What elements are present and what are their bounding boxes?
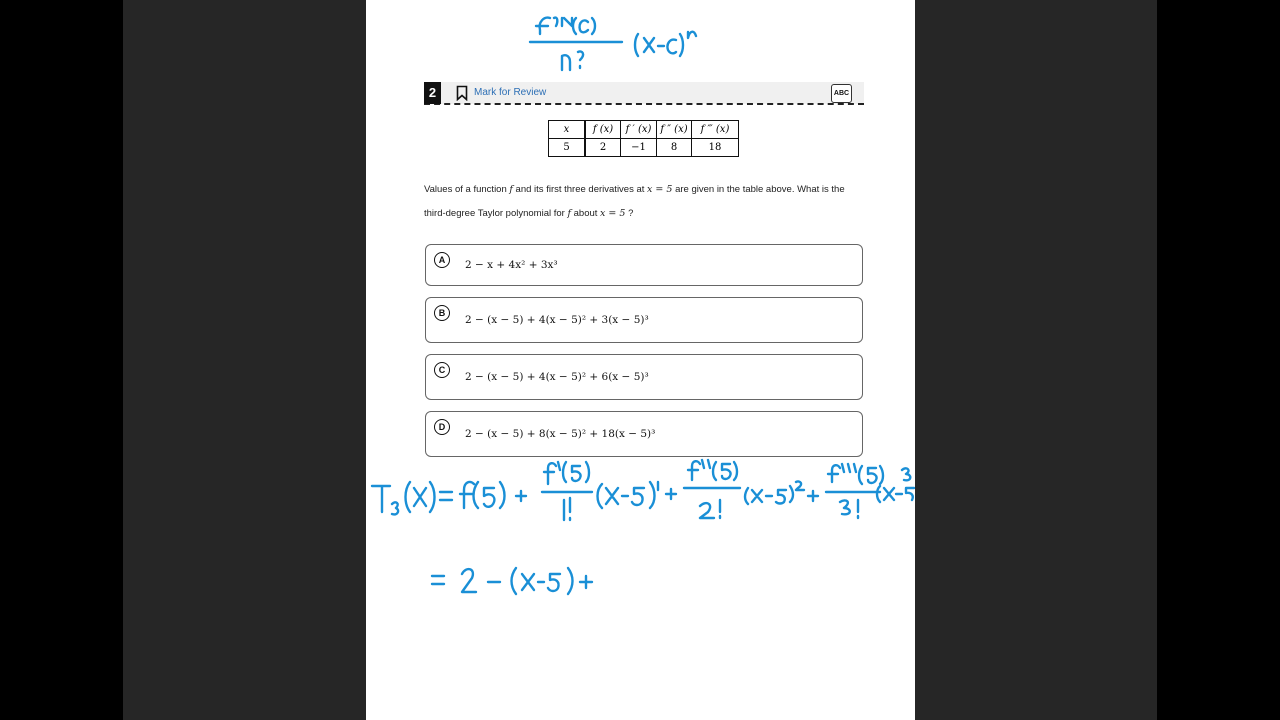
table-header: f ′ (x) (621, 121, 657, 139)
answer-eliminator-button[interactable]: ABC (831, 84, 852, 103)
prompt-text: and its first three derivatives at (512, 184, 648, 195)
choice-expression: 2 − (x − 5) + 8(x − 5)² + 18(x − 5)³ (465, 428, 656, 440)
choice-letter: B (434, 305, 450, 321)
choice-c[interactable] (425, 354, 863, 400)
choice-a[interactable] (425, 244, 863, 286)
choice-letter: A (434, 252, 450, 268)
prompt-text: Values of a function (424, 184, 510, 195)
prompt-math: f (509, 184, 513, 195)
taylor-expansion-handwriting (372, 460, 914, 520)
table-header-row (549, 121, 739, 139)
table-header: f (x) (585, 121, 621, 139)
bookmark-icon[interactable] (456, 85, 468, 101)
left-frame (123, 0, 366, 720)
choice-expression: 2 − (x − 5) + 4(x − 5)² + 6(x − 5)³ (465, 371, 649, 383)
choice-letter: C (434, 362, 450, 378)
choice-expression: 2 − x + 4x² + 3x³ (465, 259, 558, 271)
question-prompt (424, 178, 874, 226)
question-number: 2 (424, 82, 441, 104)
right-frame (915, 0, 1157, 720)
choice-b[interactable] (425, 297, 863, 343)
derivatives-table (548, 120, 739, 157)
table-row (549, 139, 739, 157)
partial-answer-handwriting (432, 568, 592, 594)
prompt-math: f (567, 208, 571, 219)
taylor-term-handwriting (530, 18, 696, 70)
table-header: x (549, 121, 586, 139)
choice-letter: D (434, 419, 450, 435)
table-header: f ″ (x) (657, 121, 692, 139)
prompt-text: about (570, 208, 601, 219)
table-cell: −1 (621, 139, 657, 157)
prompt-math: x = 5 (647, 184, 673, 195)
table-cell: 2 (585, 139, 621, 157)
table-cell: 5 (549, 139, 586, 157)
header-divider (424, 103, 864, 105)
table-header: f ‴ (x) (692, 121, 739, 139)
prompt-text: ? (625, 208, 634, 219)
table-cell: 18 (692, 139, 739, 157)
prompt-text: are given in the table above. What is the (672, 184, 845, 195)
prompt-text: third-degree Taylor polynomial for (424, 208, 568, 219)
worksheet-page (366, 0, 915, 720)
prompt-math: x = 5 (600, 208, 626, 219)
choice-expression: 2 − (x − 5) + 4(x − 5)² + 3(x − 5)³ (465, 314, 649, 326)
table-cell: 8 (657, 139, 692, 157)
choice-d[interactable] (425, 411, 863, 457)
mark-for-review-link[interactable]: Mark for Review (474, 87, 547, 98)
